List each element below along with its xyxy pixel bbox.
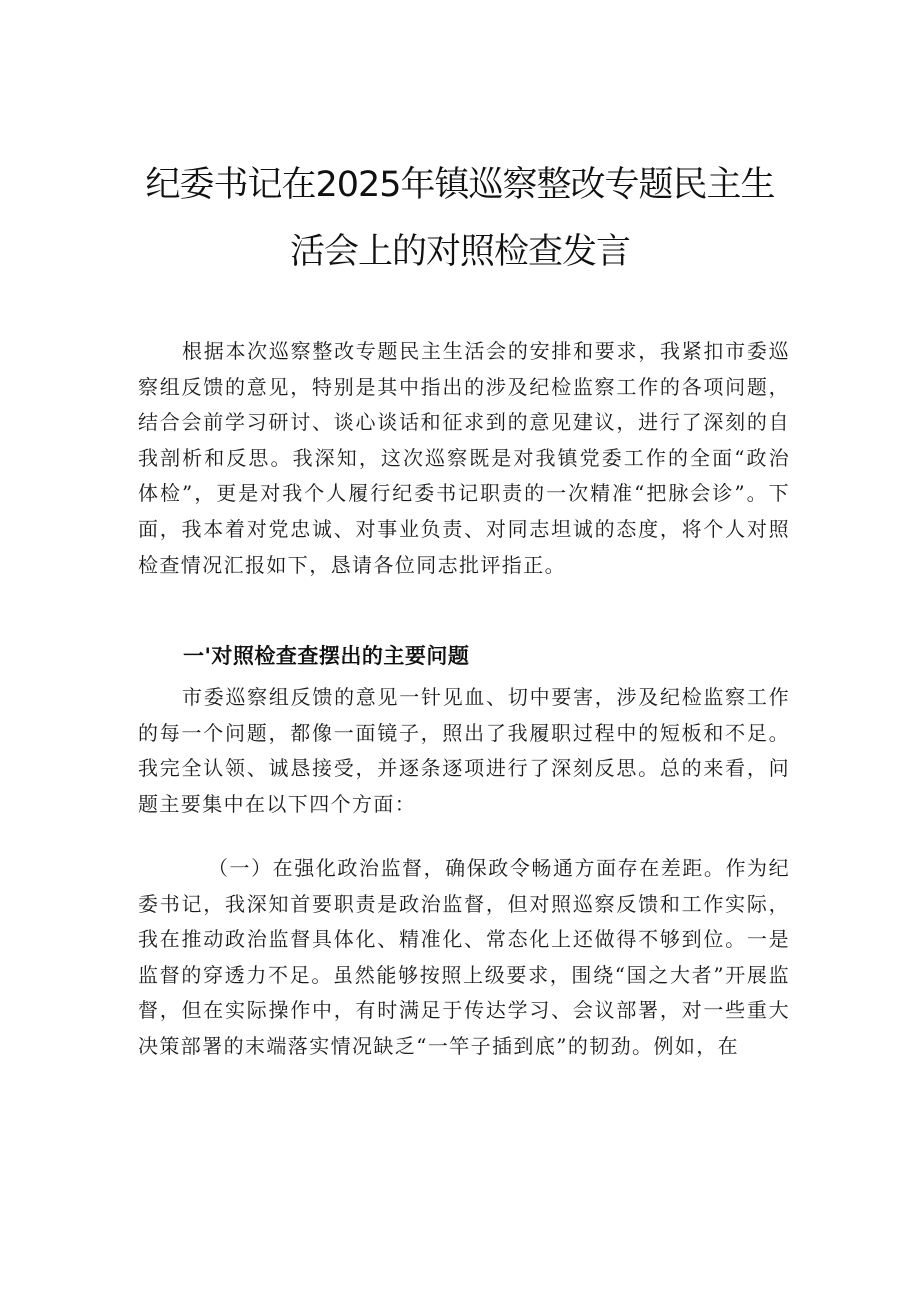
intro-paragraph: 根据本次巡察整改专题民主生活会的安排和要求，我紧扣市委巡察组反馈的意见，特别是其中指出的涉及纪检监察工作的各项问题，结合会前学习研讨、谈心谈话和征求到的意见建议，进行了深刻的自我剖析和反思。我深知，这次巡察既是对我镇党委工作的全面“政治体检”，更是对我个人履行纪委书记职责的一次精准“把脉会诊”。下面，我本着对党忠诚、对事业负责、对同志坦诚的态度，将个人对照检查情况汇报如下，恳请各位同志批评指正。 [138,339,790,577]
section-1-paragraph: 市委巡察组反馈的意见一针见血、切中要害，涉及纪检监察工作的每一个问题，都像一面镜子，照出了我履职过程中的短板和不足。我完全认领、诚恳接受，并逐条逐项进行了深刻反思。总的来看，问题主要集中在以下四个方面： [138,685,790,816]
document-title-line-2: 活会上的对照检查发言 [289,232,630,272]
document-title-line-1: 纪委书记在2025年镇巡察整改专题民主生 [145,165,775,205]
section-heading-1: 一'对照检查查摆出的主要问题 [183,644,470,668]
subsection-1-paragraph: （一）在强化政治监督，确保政令畅通方面存在差距。作为纪委书记，我深知首要职责是政治监督，但对照巡察反馈和工作实际，我在推动政治监督具体化、精准化、常态化上还做得不够到位。一是监督的穿透力不足。虽然能够按照上级要求，围绕“国之大者”开展监督，但在实际操作中，有时满足于传达学习、会议部署，对一些重大决策部署的末端落实情况缺乏“一竿子插到底”的韧劲。例如，在 [138,856,790,1058]
